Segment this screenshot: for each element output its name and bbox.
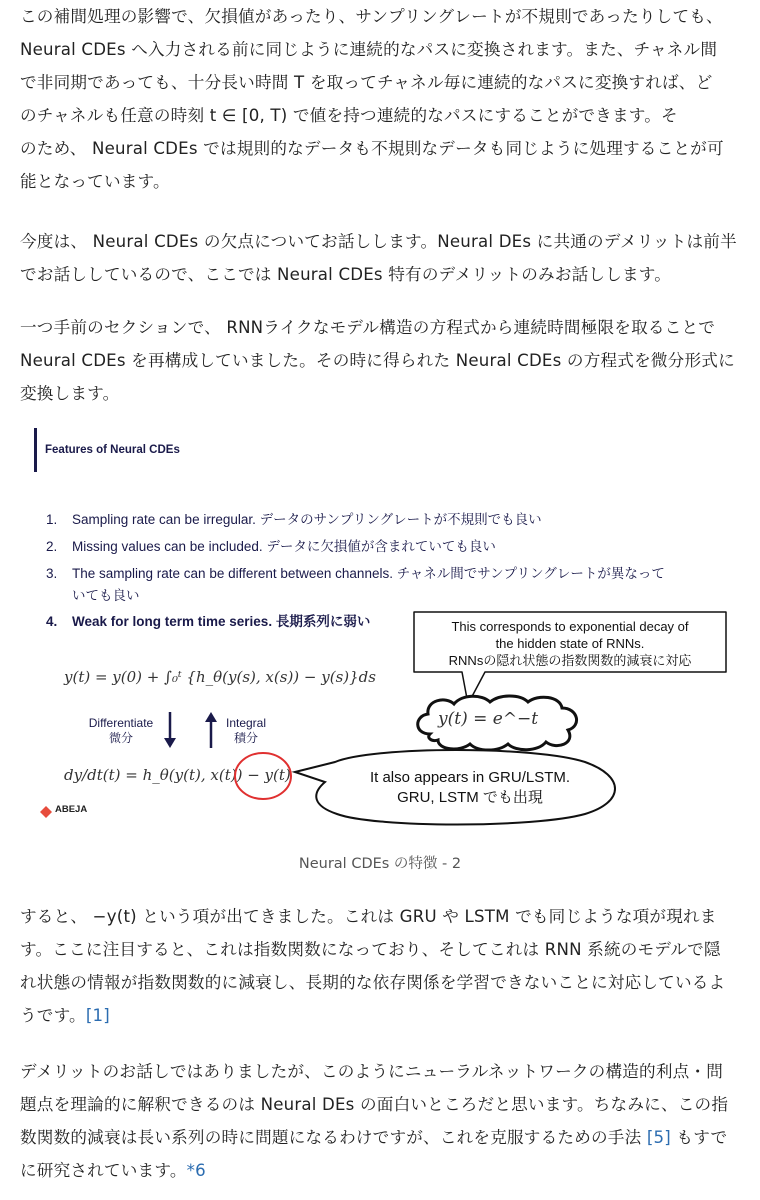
item-text: いても良い	[72, 588, 140, 603]
text-line: 一つ手前のセクションで、 RNNライクなモデル構造の方程式から連続時間極限を取ることで	[20, 318, 716, 337]
text-line: Neural CDEs を再構成していました。その時に得られた Neural CDEs の方程式を微分形式に	[20, 351, 735, 370]
label-en: Differentiate	[88, 716, 154, 730]
differential-equation: dy/dt(t) = h_θ(y(t), x(t)) − y(t)	[64, 766, 291, 784]
paragraph-minus-y-term	[20, 900, 742, 1032]
abeja-logo: ABEJA	[55, 804, 88, 815]
callout-line: GRU, LSTM でも出現	[397, 789, 543, 806]
text-line: で非同期であっても、十分長い時間 T を取ってチャネル毎に連続的なパスに変換すれば、ど	[20, 73, 713, 92]
text-line: すると、 −y(t) という項が出てきました。これは GRU や LSTM でも同じような項が現れま	[20, 907, 717, 926]
figure-title: Features of Neural CDEs	[45, 444, 180, 456]
reference-link[interactable]: [5]	[646, 1128, 671, 1147]
text-line: Neural CDEs へ入力される前に同じように連続的なパスに変換されます。また、チャネル間	[20, 40, 718, 59]
item-number: 1.	[46, 512, 58, 527]
item-text: Weak for long term time series. 長期系列に弱い	[72, 614, 371, 629]
text-line	[20, 1121, 742, 1154]
text-span: 数関数的減衰は長い系列の時に問題になるわけですが、これを克服するための手法	[20, 1128, 647, 1147]
text-line: 変換します。	[20, 384, 120, 403]
figure-caption: Neural CDEs の特徴 - 2	[298, 856, 462, 872]
cloud-equation: y(t) = e^−t	[438, 709, 539, 729]
feature-item-continued	[42, 585, 732, 607]
callout-exponential-decay	[415, 618, 725, 669]
text-line: す。ここに注目すると、これは指数関数になっており、そしてこれは RNN 系統のモデルで隠	[20, 940, 721, 959]
callout-line: It also appears in GRU/LSTM.	[369, 769, 571, 786]
item-text: Missing values can be included. データに欠損値が含まれていても良い	[72, 539, 496, 554]
feature-item	[42, 506, 732, 533]
text-line	[20, 999, 742, 1032]
differentiate-label	[76, 716, 166, 746]
text-line: デメリットのお話しではありましたが、このようにニューラルネットワークの構造的利点・問	[20, 1062, 724, 1081]
item-number: 4.	[46, 614, 58, 629]
paragraph-conclusion	[20, 1055, 742, 1187]
item-number: 2.	[46, 539, 58, 554]
label-en: Integral	[225, 716, 267, 730]
text-line	[20, 1154, 742, 1187]
text-line: れ状態の情報が指数関数的に減衰し、長期的な依存関係を学習できないことに対応しているよ	[20, 973, 726, 992]
callout-line: RNNsの隠れ状態の指数関数的減衰に対応	[448, 653, 692, 668]
abeja-logo-icon	[40, 806, 52, 818]
text-line: 今度は、 Neural CDEs の欠点についてお話しします。Neural DEs に共通のデメリットは前半	[20, 232, 737, 251]
label-ja: 微分	[108, 731, 133, 745]
text-span: うです。	[20, 1006, 86, 1025]
feature-item	[42, 560, 732, 585]
text-line: 能となっています。	[20, 172, 170, 191]
callout-line: This corresponds to exponential decay of	[451, 619, 689, 634]
text-line: のチャネルも任意の時刻 t ∈ [0, T) で値を持つ連続的なパスにすることができます。そ	[20, 106, 678, 125]
feature-item	[42, 533, 732, 560]
footnote-link[interactable]: *6	[186, 1161, 206, 1180]
integral-equation: y(t) = y(0) + ∫₀ᵗ {h_θ(y(s), x(s)) − y(s)}ds	[64, 668, 376, 686]
reference-link[interactable]: [1]	[85, 1006, 110, 1025]
text-line: のため、 Neural CDEs では規則的なデータも不規則なデータも同じように処理することが可	[20, 139, 724, 158]
text-span: に研究されています。	[20, 1161, 187, 1180]
features-figure	[20, 420, 742, 840]
title-accent-bar	[34, 428, 37, 472]
paragraph-interpolation	[20, 0, 742, 198]
text-line: でお話ししているので、ここでは Neural CDEs 特有のデメリットのみお話しします。	[20, 265, 672, 284]
item-text: Sampling rate can be irregular. データのサンプリングレートが不規則でも良い	[72, 512, 542, 527]
callout-line: the hidden state of RNNs.	[495, 636, 645, 651]
text-line: 題点を理論的に解釈できるのは Neural DEs の面白いところだと思います。ちなみに、この指	[20, 1095, 729, 1114]
text-line: この補間処理の影響で、欠損値があったり、サンプリングレートが不規則であったりしても、	[20, 7, 723, 26]
integral-label	[216, 716, 276, 746]
text-span: もすで	[670, 1128, 728, 1147]
callout-gru-lstm	[340, 768, 600, 808]
label-ja: 積分	[233, 731, 258, 745]
paragraph-differential-form	[20, 311, 742, 410]
item-text: The sampling rate can be different between channels. チャネル間でサンプリングレートが異なって	[72, 566, 665, 581]
paragraph-drawbacks-intro	[20, 225, 742, 291]
item-number: 3.	[46, 566, 58, 581]
